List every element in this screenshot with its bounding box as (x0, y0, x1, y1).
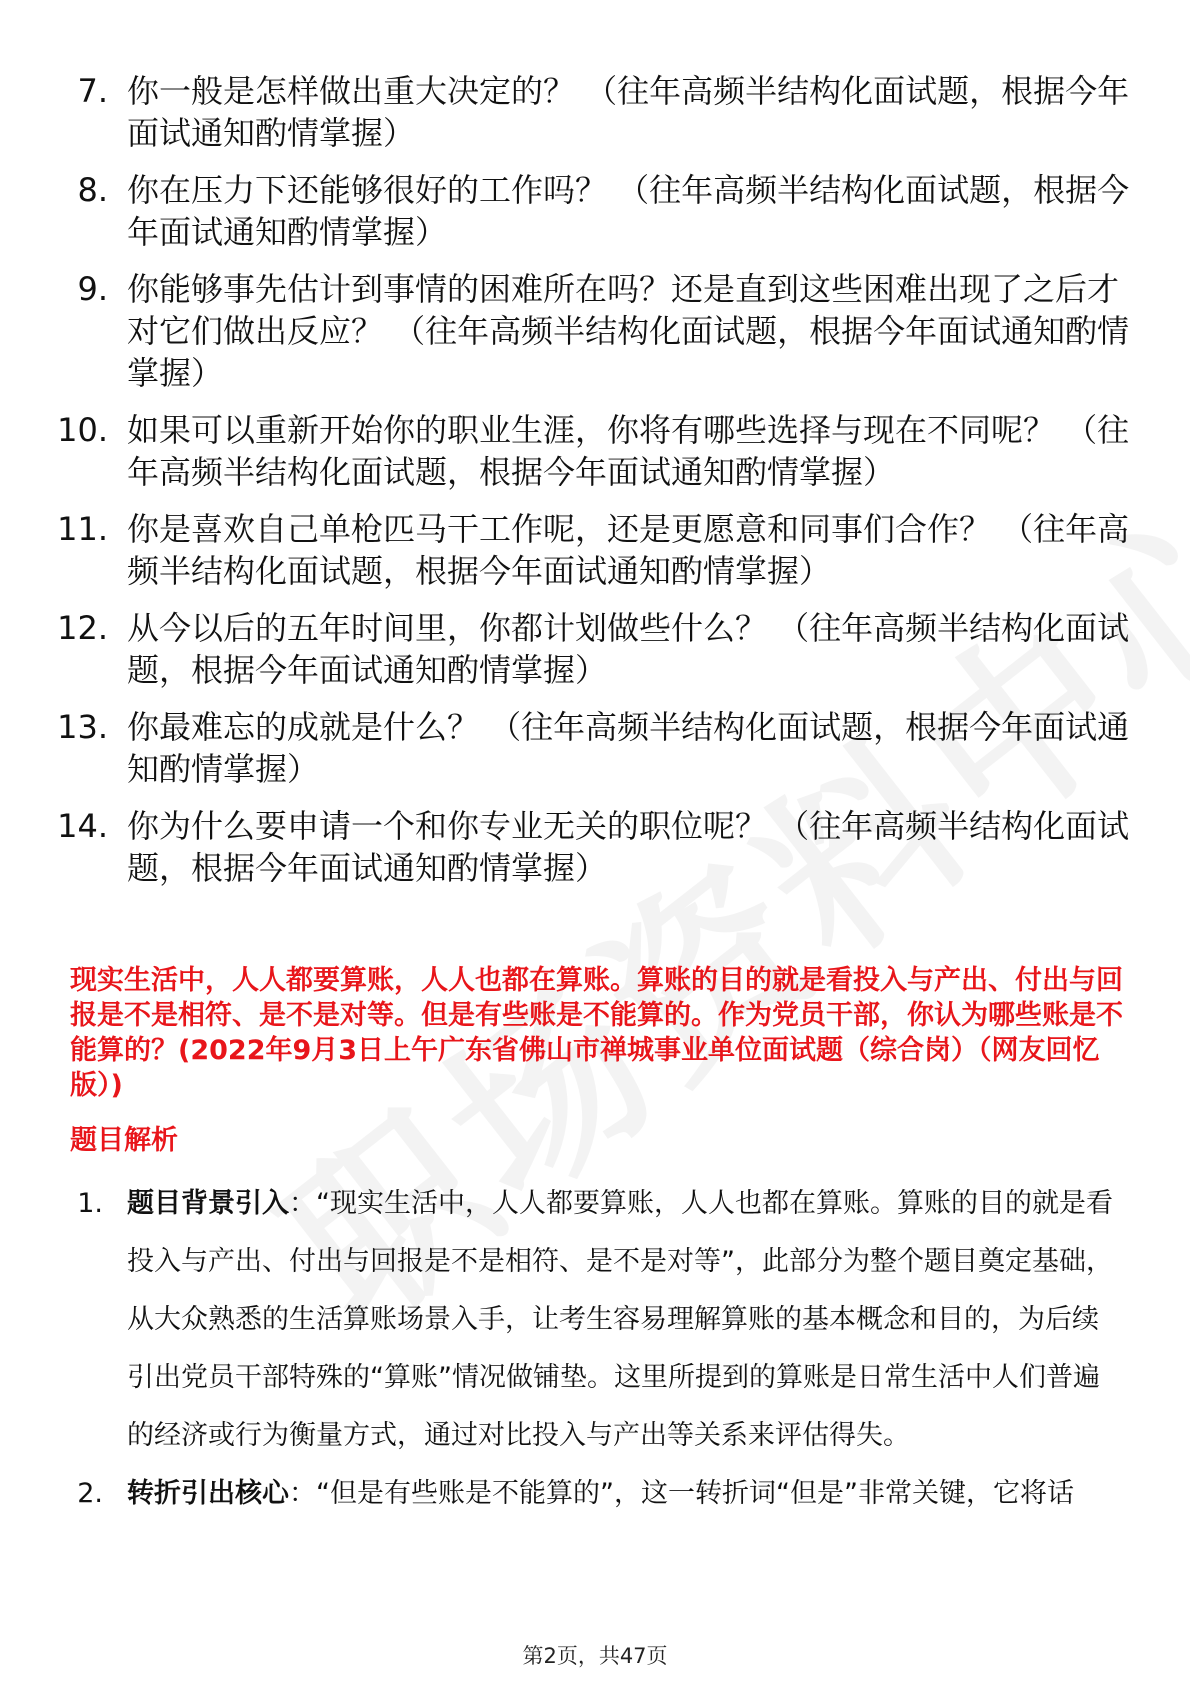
question-text: 如果可以重新开始你的职业生涯，你将有哪些选择与现在不同呢？ （往年高频半结构化面试题，根据今年面试通知酌情掌握） (127, 411, 1130, 491)
question-item (0, 508, 1190, 592)
analysis-keyword: 转折引出核心 (127, 1478, 289, 1509)
question-item (0, 409, 1190, 493)
question-text: 你在压力下还能够很好的工作吗？ （往年高频半结构化面试题，根据今年面试通知酌情掌握） (127, 171, 1130, 251)
page-footer: 第2页，共47页 (522, 1644, 668, 1668)
question-item (0, 805, 1190, 889)
question-item (0, 169, 1190, 253)
question-text: 从今以后的五年时间里，你都计划做些什么？ （往年高频半结构化面试题，根据今年面试通知酌情掌握） (127, 609, 1130, 689)
question-item (0, 70, 1190, 154)
question-number: 14. (57, 807, 108, 845)
analysis-keyword: 题目背景引入 (127, 1188, 289, 1219)
analysis-text: ：“现实生活中，人人都要算账，人人也都在算账。算账的目的就是看投入与产出、付出与回报是不是相符、是不是对等”，此部分为整个题目奠定基础，从大众熟悉的生活算账场景入手，让考生容易理解算账的基本概念和目的，为后续引出党员干部特殊的“算账”情况做铺垫。这里所提到的算账是日常生活中人们普遍的经济或行为衡量方式，通过对比投入与产出等关系来评估得失。 (127, 1188, 1113, 1451)
question-number: 9. (77, 270, 108, 308)
question-number: 13. (57, 708, 108, 746)
question-text: 你一般是怎样做出重大决定的？ （往年高频半结构化面试题，根据今年面试通知酌情掌握） (127, 72, 1130, 152)
question-number: 11. (57, 510, 108, 548)
question-number: 12. (57, 609, 108, 647)
analysis-item (0, 1465, 1190, 1523)
analysis-list (0, 1175, 1190, 1523)
question-text: 你最难忘的成就是什么？ （往年高频半结构化面试题，根据今年面试通知酌情掌握） (127, 708, 1130, 788)
question-text: 你能够事先估计到事情的困难所在吗？还是直到这些困难出现了之后才对它们做出反应？ （往年高频半结构化面试题，根据今年面试通知酌情掌握） (127, 270, 1130, 392)
section-title: 题目解析 (70, 1125, 178, 1156)
question-number: 8. (77, 171, 108, 209)
question-item (0, 607, 1190, 691)
analysis-number: 2. (77, 1478, 103, 1509)
analysis-text: ：“但是有些账是不能算的”，这一转折词“但是”非常关键，它将话 (289, 1478, 1074, 1509)
highlight-question: 现实生活中，人人都要算账，人人也都在算账。算账的目的就是看投入与产出、付出与回报是不是相符、是不是对等。但是有些账是不能算的。作为党员干部，你认为哪些账是不能算的？(2022年9月3日上午广东省佛山市禅城事业单位面试题（综合岗）（网友回忆版）) (70, 965, 1123, 1101)
question-item (0, 268, 1190, 394)
question-list (0, 70, 1190, 904)
question-number: 10. (57, 411, 108, 449)
analysis-number: 1. (77, 1188, 103, 1219)
question-text: 你为什么要申请一个和你专业无关的职位呢？ （往年高频半结构化面试题，根据今年面试通知酌情掌握） (127, 807, 1130, 887)
analysis-item (0, 1175, 1190, 1465)
question-item (0, 706, 1190, 790)
question-number: 7. (77, 72, 108, 110)
question-text: 你是喜欢自己单枪匹马干工作呢，还是更愿意和同事们合作？ （往年高频半结构化面试题，根据今年面试通知酌情掌握） (127, 510, 1130, 590)
